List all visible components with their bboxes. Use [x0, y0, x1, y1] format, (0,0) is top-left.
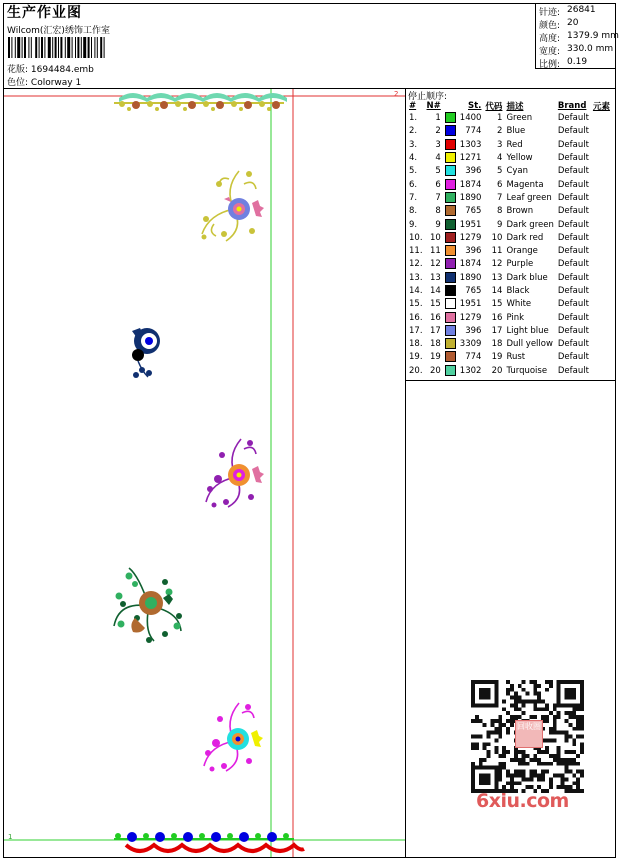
row-desc: Magenta [506, 179, 544, 190]
colorway-info [7, 75, 81, 88]
row-code: 13 [491, 272, 503, 283]
row-code: 3 [497, 139, 503, 150]
row-needle: 3 [435, 139, 441, 150]
row-index: 3. [409, 139, 418, 150]
color-row [407, 112, 612, 125]
row-brand: Default [557, 312, 589, 323]
row-needle: 2 [435, 126, 441, 137]
col-brand: Brand [557, 101, 587, 111]
row-desc: Rust [506, 352, 526, 363]
row-swatch [443, 178, 458, 191]
flower-motif-magenta [204, 703, 263, 772]
row-needle: 14 [429, 286, 441, 296]
row-index: 15. [409, 299, 423, 310]
row-code: 9 [497, 219, 503, 230]
row-index: 17. [409, 325, 423, 336]
color-swatch [445, 325, 456, 336]
row-element [591, 365, 612, 378]
row-code: 15 [491, 299, 503, 310]
row-needle: 19 [429, 352, 441, 363]
row-swatch [443, 125, 458, 138]
col-index: # [409, 101, 417, 111]
stat-scale: 比例: 0.19 [539, 57, 588, 70]
flower-motif-yellow [202, 171, 265, 241]
row-stitches: 396 [465, 246, 482, 257]
flower-motif-green [114, 568, 182, 643]
color-row [407, 152, 612, 165]
row-desc: Pink [506, 312, 525, 323]
row-stitches: 1951 [459, 299, 482, 310]
color-row [407, 351, 612, 364]
row-stitches: 1279 [459, 312, 482, 323]
flower-motif-purple [206, 439, 264, 508]
stats-panel [535, 3, 619, 70]
row-index: 9. [409, 219, 418, 230]
colorway-label: 色位: [7, 78, 29, 88]
row-swatch [443, 311, 458, 324]
row-element [591, 205, 612, 218]
row-desc: Blue [506, 126, 526, 137]
color-swatch [445, 272, 456, 283]
column-divider [405, 88, 406, 858]
row-index: 14. [409, 286, 423, 296]
row-code: 6 [497, 179, 503, 190]
color-swatch [445, 258, 456, 269]
row-code: 12 [491, 259, 503, 270]
row-element [591, 351, 612, 364]
row-element [591, 125, 612, 138]
row-stitches: 1890 [459, 272, 482, 283]
color-row [407, 245, 612, 258]
design-file: 1694484.emb [30, 65, 94, 75]
colorway-value: Colorway 1 [30, 78, 82, 88]
row-needle: 9 [435, 219, 441, 230]
watermark: 6xiu.com [476, 790, 569, 812]
row-swatch [443, 351, 458, 364]
row-desc: Dark green [506, 219, 554, 230]
row-index: 18. [409, 339, 423, 350]
row-swatch [443, 298, 458, 311]
marker-bottom-left: 1 [8, 833, 13, 841]
color-row [407, 298, 612, 311]
row-desc: Dark red [506, 232, 544, 243]
color-swatch [445, 232, 456, 243]
color-row [407, 285, 612, 298]
row-brand: Default [557, 206, 589, 217]
row-stitches: 774 [465, 352, 482, 363]
row-desc: Cyan [506, 166, 528, 177]
row-stitches: 1302 [459, 365, 482, 376]
row-index: 1. [409, 113, 418, 124]
row-element [591, 272, 612, 285]
row-element [591, 298, 612, 311]
row-swatch [443, 205, 458, 218]
row-element [591, 245, 612, 258]
color-swatch [445, 245, 456, 256]
row-brand: Default [557, 352, 589, 363]
stat-width: 宽度: 330.0 mm [539, 44, 614, 57]
row-brand: Default [557, 219, 589, 230]
row-desc: Red [506, 139, 523, 150]
row-index: 8. [409, 206, 418, 217]
stat-height: 高度: 1379.9 mm [539, 31, 619, 44]
row-index: 11. [409, 246, 423, 257]
row-desc: Dark blue [506, 272, 548, 283]
color-swatch [445, 152, 456, 163]
color-swatch [445, 179, 456, 190]
row-index: 4. [409, 153, 418, 164]
row-needle: 7 [435, 192, 441, 203]
row-brand: Default [557, 139, 589, 150]
row-code: 16 [491, 312, 503, 323]
row-desc: Yellow [506, 153, 533, 164]
color-row [407, 258, 612, 271]
color-row [407, 365, 612, 378]
row-index: 2. [409, 126, 418, 137]
row-element [591, 218, 612, 231]
row-desc: Turquoise [506, 365, 548, 376]
row-swatch [443, 192, 458, 205]
color-swatch [445, 351, 456, 362]
stat-colors: 颜色: 20 [539, 18, 579, 31]
row-brand: Default [557, 339, 589, 350]
row-stitches: 1951 [459, 219, 482, 230]
row-needle: 15 [429, 299, 441, 310]
row-stitches: 1874 [459, 179, 482, 190]
row-needle: 17 [429, 325, 441, 336]
color-row [407, 205, 612, 218]
row-brand: Default [557, 179, 589, 190]
row-needle: 10 [429, 232, 441, 243]
row-stitches: 765 [465, 286, 482, 296]
row-brand: Default [557, 153, 589, 164]
row-code: 10 [491, 232, 503, 243]
studio-name: Wilcom(汇宏)绣饰工作室 [7, 26, 110, 36]
row-brand: Default [557, 365, 589, 376]
color-swatch [445, 192, 456, 203]
col-stitches: St. [468, 101, 482, 111]
row-element [591, 152, 612, 165]
flower-motif-blue [132, 328, 160, 378]
row-code: 11 [491, 246, 503, 257]
row-needle: 12 [429, 259, 441, 270]
color-table-header [407, 100, 612, 112]
row-needle: 20 [429, 365, 441, 376]
row-swatch [443, 338, 458, 351]
color-row [407, 178, 612, 191]
row-needle: 16 [429, 312, 441, 323]
row-index: 12. [409, 259, 423, 270]
color-row [407, 232, 612, 245]
row-stitches: 3309 [459, 339, 482, 350]
row-stitches: 396 [465, 166, 482, 177]
row-swatch [443, 285, 458, 298]
row-brand: Default [557, 166, 589, 177]
color-swatch [445, 365, 456, 376]
row-element [591, 325, 612, 338]
row-needle: 8 [435, 206, 441, 217]
row-desc: Leaf green [506, 192, 552, 203]
row-stitches: 1874 [459, 259, 482, 270]
row-code: 7 [497, 192, 503, 203]
row-swatch [443, 139, 458, 152]
row-needle: 6 [435, 179, 441, 190]
color-row [407, 192, 612, 205]
row-index: 7. [409, 192, 418, 203]
row-element [591, 165, 612, 178]
design-label: 花版: [7, 65, 29, 75]
row-element [591, 192, 612, 205]
row-element [591, 139, 612, 152]
row-brand: Default [557, 126, 589, 137]
row-stitches: 774 [465, 126, 482, 137]
row-index: 16. [409, 312, 423, 323]
row-swatch [443, 218, 458, 231]
design-preview [4, 89, 405, 857]
row-desc: White [506, 299, 532, 310]
row-swatch [443, 152, 458, 165]
stop-sequence-label: 停止顺序: [408, 92, 448, 102]
row-desc: Orange [506, 246, 538, 257]
row-stitches: 1271 [459, 153, 482, 164]
color-swatch [445, 165, 456, 176]
row-code: 19 [491, 352, 503, 363]
col-needle: N# [426, 101, 441, 111]
row-code: 8 [497, 206, 503, 217]
row-element [591, 258, 612, 271]
row-brand: Default [557, 272, 589, 283]
color-row [407, 139, 612, 152]
row-desc: Black [506, 286, 530, 296]
row-needle: 18 [429, 339, 441, 350]
row-needle: 5 [435, 166, 441, 177]
row-code: 18 [491, 339, 503, 350]
qr-center-badge: 回收圈 [515, 720, 543, 748]
color-row [407, 218, 612, 231]
row-element [591, 232, 612, 245]
row-code: 5 [497, 166, 503, 177]
row-swatch [443, 232, 458, 245]
marker-top-right: 2 [394, 90, 399, 98]
row-stitches: 1279 [459, 232, 482, 243]
row-brand: Default [557, 286, 589, 296]
row-code: 14 [491, 286, 503, 296]
row-stitches: 1890 [459, 192, 482, 203]
design-info [7, 62, 94, 75]
row-index: 19. [409, 352, 423, 363]
row-needle: 4 [435, 153, 441, 164]
row-stitches: 1303 [459, 139, 482, 150]
row-brand: Default [557, 192, 589, 203]
bottom-border-motif [114, 832, 304, 851]
stat-stitches: 针迹: 26841 [539, 5, 596, 18]
color-swatch [445, 338, 456, 349]
row-swatch [443, 112, 458, 125]
color-row [407, 272, 612, 285]
color-table [407, 100, 612, 378]
row-index: 13. [409, 272, 423, 283]
col-code: 代码 [485, 102, 503, 112]
barcode [8, 37, 141, 58]
row-desc: Green [506, 113, 533, 124]
color-swatch [445, 219, 456, 230]
row-desc: Brown [506, 206, 534, 217]
row-swatch [443, 365, 458, 378]
row-brand: Default [557, 299, 589, 310]
color-swatch [445, 112, 456, 123]
color-swatch [445, 298, 456, 309]
row-code: 20 [491, 365, 503, 376]
row-needle: 13 [429, 272, 441, 283]
row-desc: Dull yellow [506, 339, 553, 350]
row-code: 17 [491, 325, 503, 336]
color-swatch [445, 139, 456, 150]
page-title: 生产作业图 [7, 5, 82, 21]
col-swatch [443, 100, 458, 112]
color-row [407, 125, 612, 138]
row-code: 2 [497, 126, 503, 137]
row-needle: 1 [435, 113, 441, 124]
row-index: 6. [409, 179, 418, 190]
color-row [407, 338, 612, 351]
row-brand: Default [557, 325, 589, 336]
color-row [407, 311, 612, 324]
row-swatch [443, 258, 458, 271]
row-code: 1 [497, 113, 503, 124]
row-index: 20. [409, 365, 423, 376]
table-divider [405, 380, 616, 381]
row-index: 5. [409, 166, 418, 177]
row-desc: Purple [506, 259, 534, 270]
row-element [591, 112, 612, 125]
row-brand: Default [557, 232, 589, 243]
row-stitches: 1400 [459, 113, 482, 124]
row-swatch [443, 245, 458, 258]
row-element [591, 311, 612, 324]
row-element [591, 338, 612, 351]
color-swatch [445, 125, 456, 136]
row-desc: Light blue [506, 325, 549, 336]
row-brand: Default [557, 259, 589, 270]
col-desc: 描述 [506, 102, 524, 112]
color-swatch [445, 312, 456, 323]
row-brand: Default [557, 246, 589, 257]
row-element [591, 285, 612, 298]
color-row [407, 325, 612, 338]
row-index: 10. [409, 232, 423, 243]
row-brand: Default [557, 113, 589, 124]
row-needle: 11 [429, 246, 441, 257]
row-element [591, 178, 612, 191]
row-stitches: 396 [465, 325, 482, 336]
row-swatch [443, 272, 458, 285]
row-code: 4 [497, 153, 503, 164]
row-swatch [443, 325, 458, 338]
row-stitches: 765 [465, 206, 482, 217]
row-swatch [443, 165, 458, 178]
color-swatch [445, 285, 456, 296]
col-element: 元素 [592, 102, 610, 112]
color-row [407, 165, 612, 178]
color-swatch [445, 205, 456, 216]
